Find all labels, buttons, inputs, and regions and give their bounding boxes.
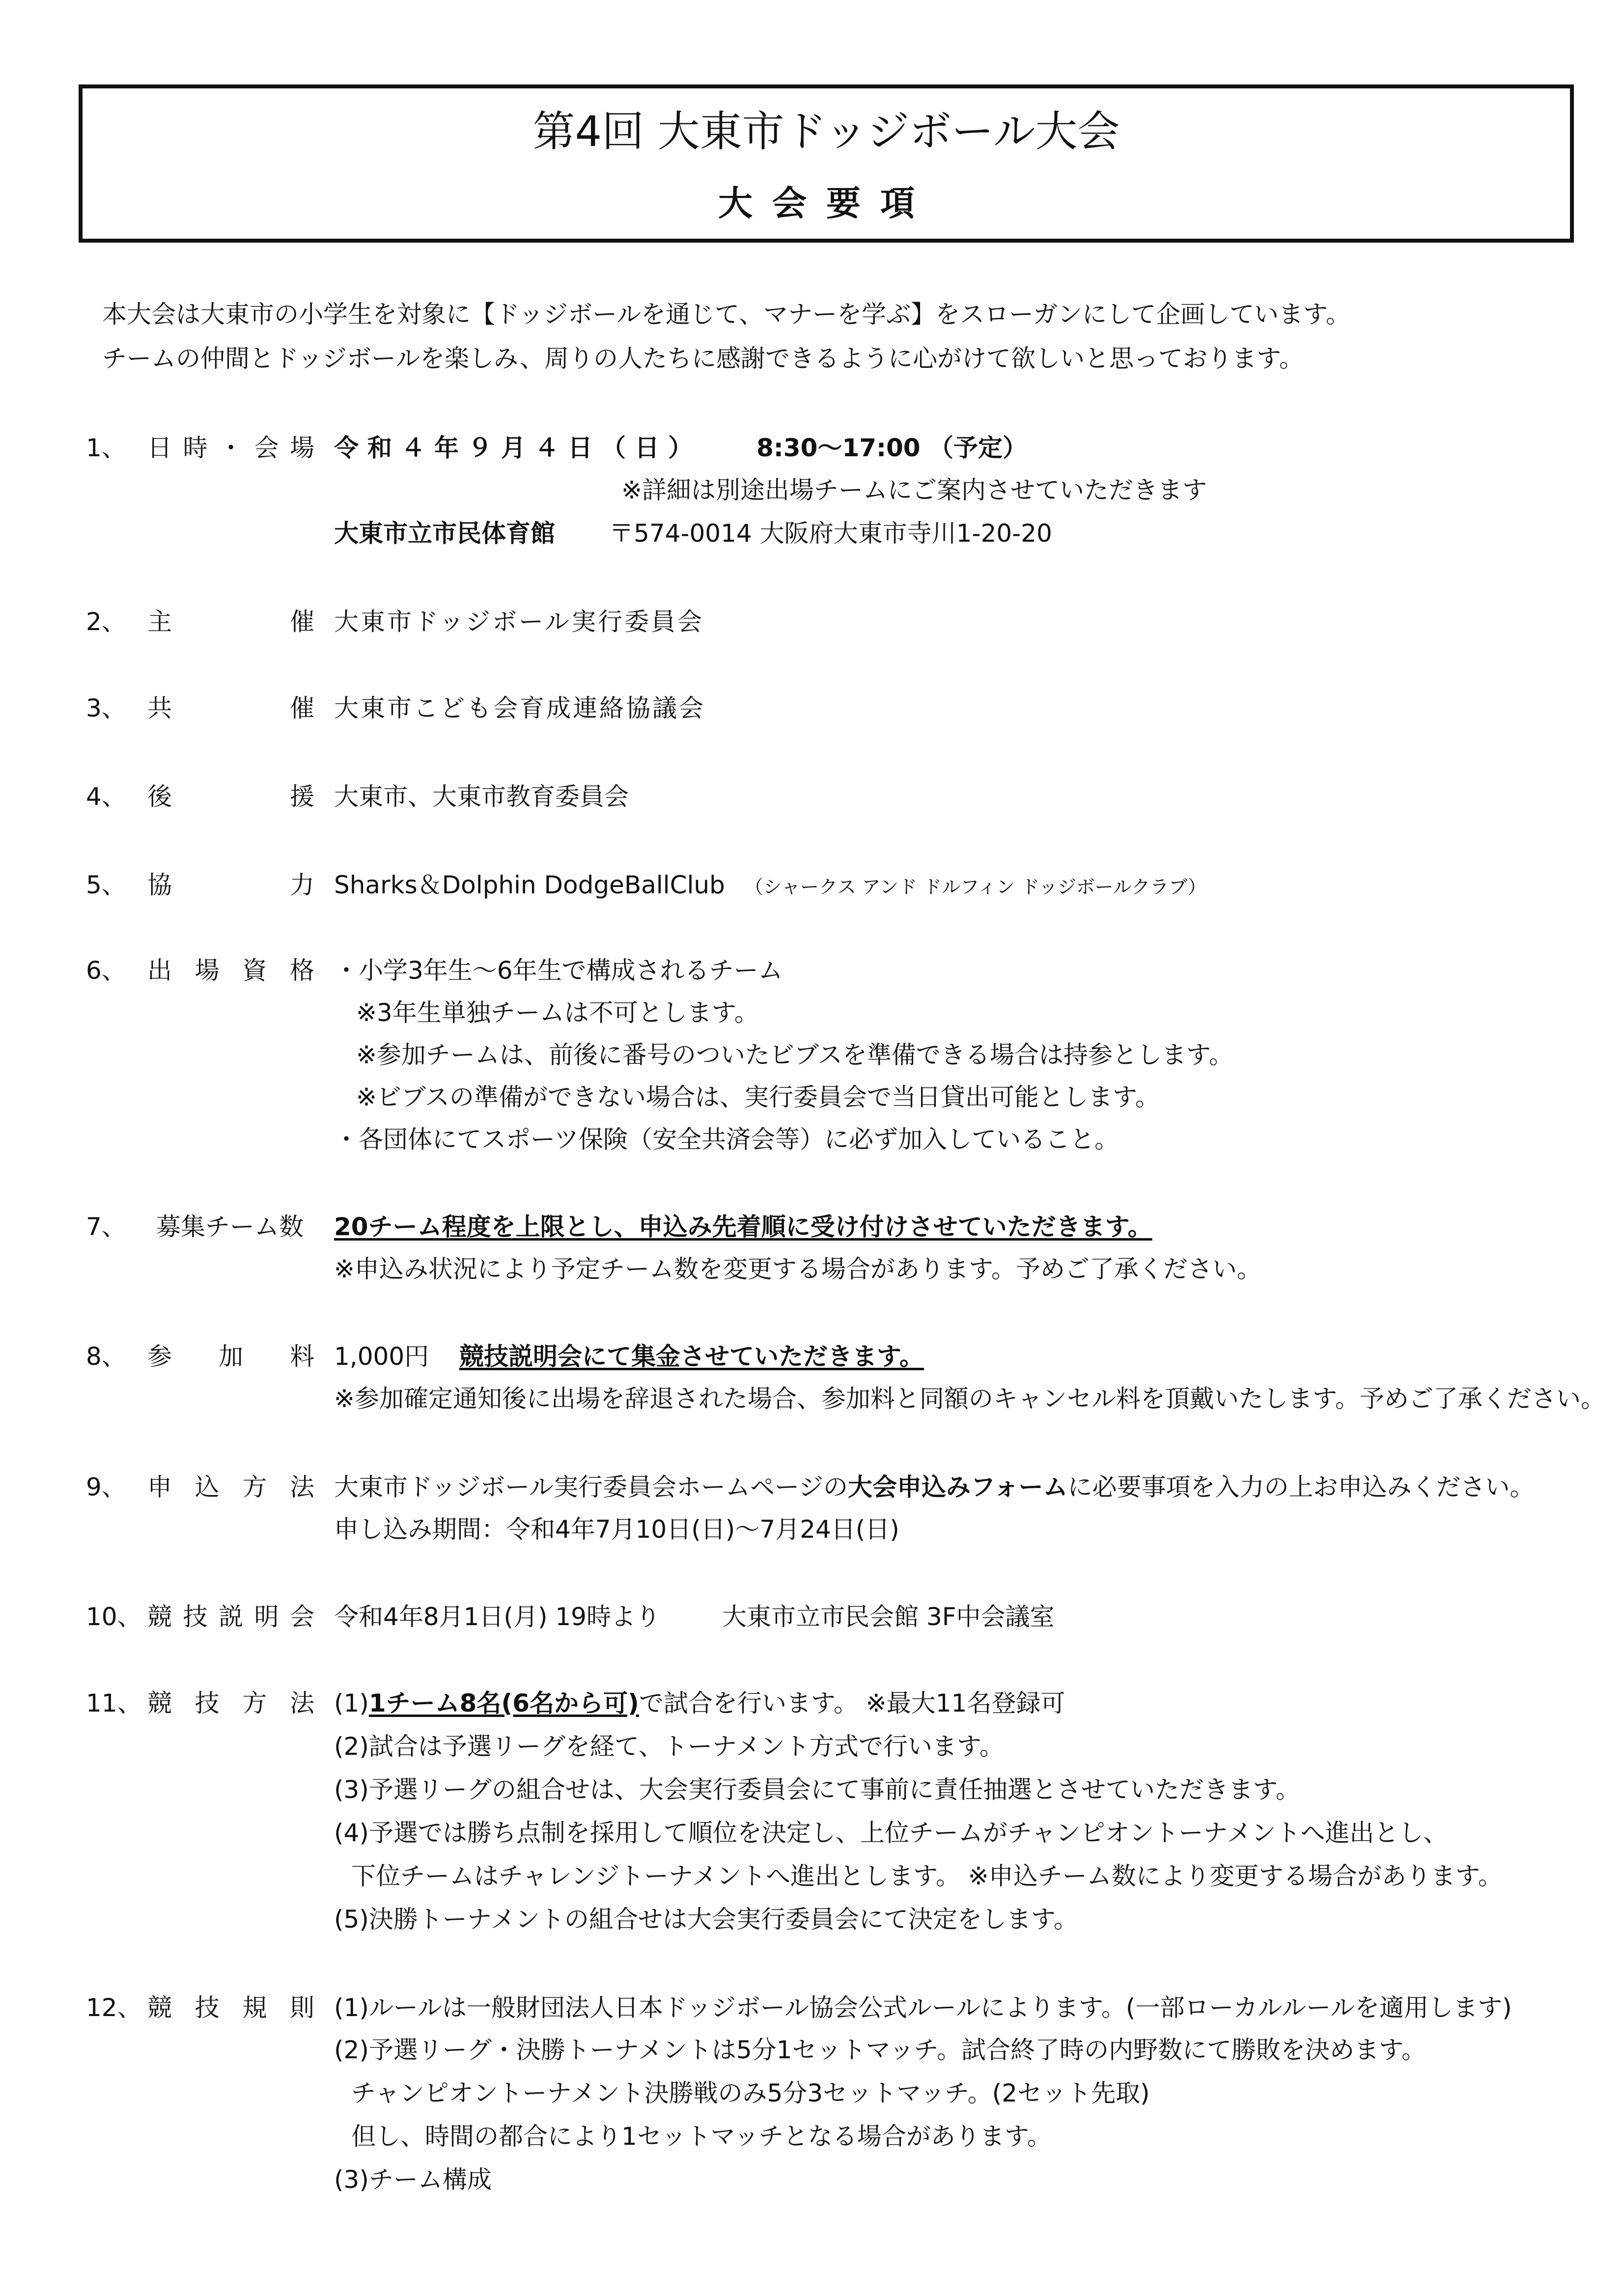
label-char: 競: [147, 1993, 172, 2022]
competition-method-1: [334, 1687, 1065, 1719]
competition-method-4: (4)予選では勝ち点制を採用して順位を決定し、上位チームがチャンピオントーナメントへ進出とし、: [334, 1819, 1448, 1847]
label-char: 催: [290, 608, 314, 636]
item-10-label: [147, 1601, 314, 1632]
label-char: 説: [219, 1603, 243, 1631]
competition-method-1-prefix: (1): [334, 1689, 369, 1717]
label-char: 援: [290, 782, 314, 811]
item-9-label: [147, 1471, 314, 1503]
label-char: 技: [195, 1689, 220, 1717]
intro-line-2: チームの仲間とドッジボールを楽しみ、周りの人たちに感謝できるように心がけて欲しいと思っております。: [102, 344, 1304, 373]
item-5-number: 5、: [86, 871, 126, 899]
label-char: 技: [183, 1603, 208, 1631]
label-char: 申: [147, 1473, 172, 1501]
item-12-label: [147, 1992, 314, 2023]
item-10-number: 10、: [86, 1603, 142, 1631]
event-date: 令和４年９月４日（日）: [334, 434, 701, 462]
intro-line-1: 本大会は大東市の小学生を対象に【ドッジボールを通じて、マナーを学ぶ】をスローガンにして企画しています。: [102, 300, 1350, 329]
briefing-place: 大東市立市民会館 3F中会議室: [722, 1603, 1055, 1631]
label-char: 則: [289, 1993, 314, 2022]
organizer: 大東市ドッジボール実行委員会: [334, 608, 704, 636]
co-organizer: 大東市こども会育成連絡協議会: [334, 694, 705, 722]
label-char: 後: [147, 782, 172, 811]
event-time: 8:30～17:00 （予定）: [756, 434, 1027, 462]
item-11-number: 11、: [86, 1689, 142, 1717]
label-char: 出: [147, 956, 172, 985]
application-method-text: 大東市ドッジボール実行委員会ホームページの: [334, 1473, 848, 1501]
label-char: 加: [219, 1342, 243, 1371]
title-box: [79, 84, 1574, 243]
item-2-number: 2、: [86, 608, 126, 636]
application-form-name: 大会申込みフォーム: [848, 1473, 1068, 1501]
label-char: 明: [254, 1603, 279, 1631]
event-address: 〒574-0014 大阪府大東市寺川1-20-20: [609, 519, 1052, 548]
eligibility-note-3: ※ビブスの準備ができない場合は、実行委員会で当日貸出可能とします。: [356, 1083, 1160, 1111]
entry-fee: 1,000円: [334, 1342, 429, 1371]
competition-method-2: (2)試合は予選リーグを経て、トーナメント方式で行います。: [334, 1732, 1004, 1761]
label-char: 料: [290, 1342, 314, 1371]
label-char: 参: [147, 1342, 172, 1371]
eligibility-note-1: ※3年生単独チームは不可とします。: [356, 998, 759, 1027]
event-note: ※詳細は別途出場チームにご案内させていただきます: [621, 476, 1207, 504]
label-char: 規: [242, 1993, 267, 2022]
label-char: 催: [290, 694, 314, 722]
event-venue: 大東市立市民体育館: [334, 519, 555, 548]
item-6-label: [147, 955, 314, 986]
eligibility-line-1: ・小学3年生～6年生で構成されるチーム: [334, 956, 783, 985]
team-limit-note: ※申込み状況により予定チーム数を変更する場合があります。予めご了承ください。: [334, 1255, 1261, 1283]
competition-method-4-cont: 下位チームはチャレンジトーナメントへ進出とします。 ※申込チーム数により変更する場合があります。: [351, 1862, 1503, 1890]
label-char: 法: [289, 1473, 314, 1501]
item-7-label: 募集チーム数: [156, 1213, 304, 1241]
label-char: 場: [195, 956, 220, 985]
label-char: 競: [147, 1689, 172, 1717]
item-4-number: 4、: [86, 782, 126, 811]
application-period: 申し込み期間：令和4年7月10日(日)～7月24日(日): [334, 1515, 899, 1544]
rules-2-cont-1: チャンピオントーナメント決勝戦のみ5分3セットマッチ。(2セット先取): [351, 2079, 1150, 2107]
label-char: 主: [147, 608, 172, 636]
label-char: 共: [147, 694, 172, 722]
competition-method-1-suffix: で試合を行います。 ※最大11名登録可: [639, 1689, 1065, 1717]
rules-2-cont-2: 但し、時間の都合により1セットマッチとなる場合があります。: [351, 2122, 1052, 2151]
item-12-number: 12、: [86, 1993, 142, 2022]
rules-3: (3)チーム構成: [334, 2165, 492, 2194]
label-char: 力: [290, 871, 314, 899]
item-3-label: [147, 692, 314, 724]
team-limit: 20チーム程度を上限とし、申込み先着順に受け付けさせていただきます。: [334, 1213, 1152, 1241]
label-char: 格: [289, 956, 314, 985]
rules-2: (2)予選リーグ・決勝トーナメントは5分1セットマッチ。試合終了時の内野数にて勝敗を決めます。: [334, 2036, 1426, 2064]
item-6-number: 6、: [86, 956, 126, 985]
label-char: 会: [254, 434, 279, 462]
item-5-label: [147, 869, 314, 901]
rules-1: (1)ルールは一般財団法人日本ドッジボール協会公式ルールによります。(一部ローカルルールを適用します): [334, 1993, 1512, 2022]
item-2-label: [147, 606, 314, 637]
label-char: 時: [183, 434, 208, 462]
item-1-number: 1、: [86, 434, 126, 462]
team-size: 1チーム8名(6名から可): [368, 1689, 639, 1717]
item-11-label: [147, 1687, 314, 1719]
item-9-number: 9、: [86, 1473, 126, 1501]
label-char: 込: [195, 1473, 220, 1501]
item-7-number: 7、: [86, 1213, 126, 1241]
label-char: 資: [242, 956, 267, 985]
item-3-number: 3、: [86, 694, 126, 722]
item-8-number: 8、: [86, 1342, 126, 1371]
label-char: 法: [289, 1689, 314, 1717]
label-char: 日: [147, 434, 172, 462]
label-char: 協: [147, 871, 172, 899]
application-method-text-2: に必要事項を入力の上お申込みください。: [1067, 1473, 1535, 1501]
label-char: 場: [290, 434, 314, 462]
entry-fee-note: ※参加確定通知後に出場を辞退された場合、参加料と同額のキャンセル料を頂戴いたします。予めご了承ください。: [334, 1384, 1605, 1413]
label-char: 技: [195, 1993, 220, 2022]
label-char: ・: [219, 434, 243, 462]
cooperator: [334, 869, 1206, 903]
item-8-label: [147, 1341, 314, 1372]
item-1-label: [147, 432, 314, 464]
cooperator-reading: （シャークス アンド ドルフィン ドッジボールクラブ）: [744, 876, 1206, 898]
entry-fee-collection: 競技説明会にて集金させていただきます。: [459, 1342, 924, 1371]
label-char: 会: [290, 1603, 314, 1631]
label-char: 方: [242, 1689, 267, 1717]
document-title: 第4回 大東市ドッジボール大会: [532, 107, 1120, 156]
item-4-label: [147, 781, 314, 812]
label-char: 競: [147, 1603, 172, 1631]
application-method: [334, 1471, 1535, 1503]
competition-method-5: (5)決勝トーナメントの組合せは大会実行委員会にて決定をします。: [334, 1905, 1078, 1934]
document-subtitle: 大会要項: [718, 183, 934, 223]
competition-method-3: (3)予選リーグの組合せは、大会実行委員会にて事前に責任抽選とさせていただきます。: [334, 1775, 1300, 1804]
supporter: 大東市、大東市教育委員会: [334, 782, 629, 811]
label-char: 方: [242, 1473, 267, 1501]
cooperator-name: Sharks＆Dolphin DodgeBallClub: [334, 871, 725, 899]
briefing-datetime: 令和4年8月1日(月) 19時より: [334, 1603, 660, 1631]
eligibility-note-2: ※参加チームは、前後に番号のついたビブスを準備できる場合は持参とします。: [356, 1041, 1233, 1069]
eligibility-line-2: ・各団体にてスポーツ保険（安全共済会等）に必ず加入していること。: [334, 1125, 1119, 1154]
